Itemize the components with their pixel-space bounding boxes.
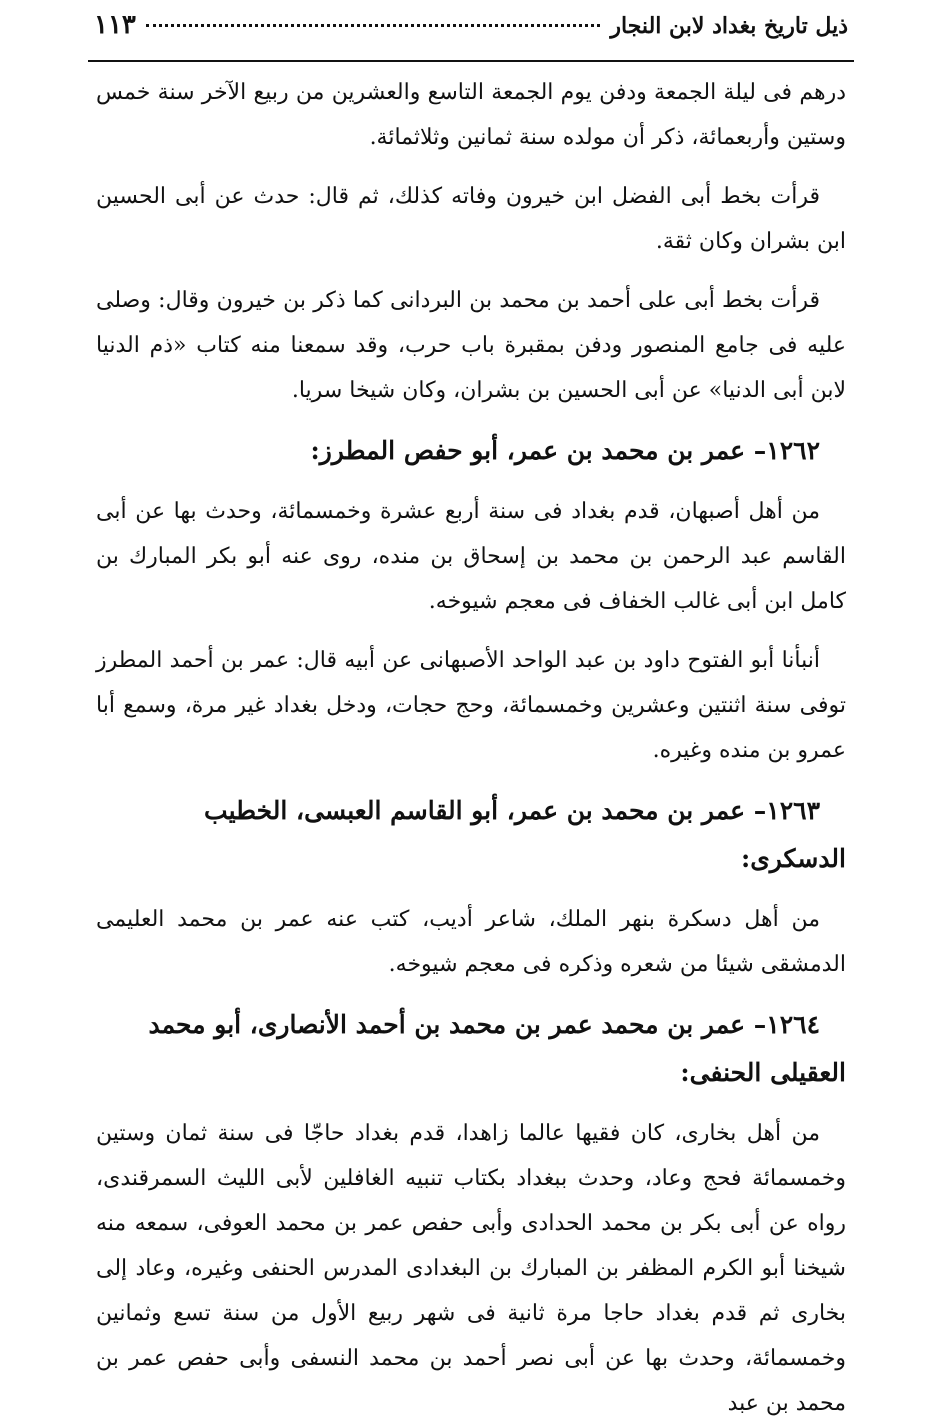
paragraph: أنبأنا أبو الفتوح داود بن عبد الواحد الأصبهانى عن أبيه قال: عمر بن أحمد المطرز توفى سنة اثنتين وعشرين وخمسمائة، وحج حجات، ودخل بغداد غير مرة، وسمع أبا عمرو بن منده وغيره. [96,648,846,763]
paragraph: قرأت بخط أبى الفضل ابن خيرون وفاته كذلك، ثم قال: حدث عن أبى الحسين ابن بشران وكان ثقة. [96,184,846,254]
continued-paragraph: درهم فى ليلة الجمعة ودفن يوم الجمعة التاسع والعشرين من ربيع الآخر سنة خمس وستين وأربعمائة، ذكر أن مولده سنة ثمانين وثلاثمائة. [96,80,846,150]
page-body [96,70,846,1426]
paragraph: قرأت بخط أبى على أحمد بن محمد بن البردانى كما ذكر بن خيرون وقال: وصلى عليه فى جامع المنصور ودفن بمقبرة باب حرب، وقد سمعنا منه كتاب «ذم الدنيا لابن أبى الدنيا» عن أبى الحسين بن بشران، وكان شيخا سريا. [96,288,846,403]
paragraph: من أهل دسكرة بنهر الملك، شاعر أديب، كتب عنه عمر بن محمد العليمى الدمشقى شيئا من شعره وذكره فى معجم شيوخه. [96,907,846,977]
paragraph: من أهل بخارى، كان فقيها عالما زاهدا، قدم بغداد حاجّا فى سنة ثمان وستين وخمسمائة فحج وعاد، وحدث ببغداد بكتاب تنبيه الغافلين لأبى الليث السمرقندى، رواه عن أبى بكر بن محمد الحدادى وأبى حفص عمر بن محمد العوفى، سمعه منه شيخنا أبو الكرم المظفر بن المبارك بن البغدادى المدرس الحنفى وغيره، وعاد إلى بخارى ثم قدم بغداد حاجا مرة ثانية فى شهر ربيع الأول من سنة تسع وثمانين وخمسمائة، وحدث بها عن أبى نصر أحمد بن محمد النسفى وأبى حفص عمر بن محمد بن عبد [96,1121,846,1416]
running-title: ذيل تاريخ بغداد لابن النجار [610,13,848,39]
running-header [88,10,854,62]
biography-entry [96,427,846,773]
header-dot-leader [146,24,601,27]
page-number: ١١٣ [94,10,136,40]
entry-heading [96,787,846,883]
entry-title: – عمر بن محمد عمر بن محمد بن أحمد الأنصارى، أبو محمد العقيلى الحنفى: [148,1010,846,1087]
entry-title: – عمر بن محمد بن عمر، أبو القاسم العبسى، الخطيب الدسكرى: [204,796,846,873]
biography-entry [96,787,846,987]
entry-number: ١٢٦٣ [766,796,820,825]
entry-heading [96,427,846,475]
entry-heading [96,1001,846,1097]
entry-number: ١٢٦٤ [766,1010,820,1039]
paragraph: من أهل أصبهان، قدم بغداد فى سنة أربع عشرة وخمسمائة، وحدث بها عن أبى القاسم عبد الرحمن بن محمد بن إسحاق بن منده، روى عنه أبو بكر المبارك بن كامل ابن أبى غالب الخفاف فى معجم شيوخه. [96,499,846,614]
biography-entry [96,1001,846,1426]
entry-number: ١٢٦٢ [766,436,820,465]
entry-title: – عمر بن محمد بن عمر، أبو حفص المطرز: [310,436,767,465]
